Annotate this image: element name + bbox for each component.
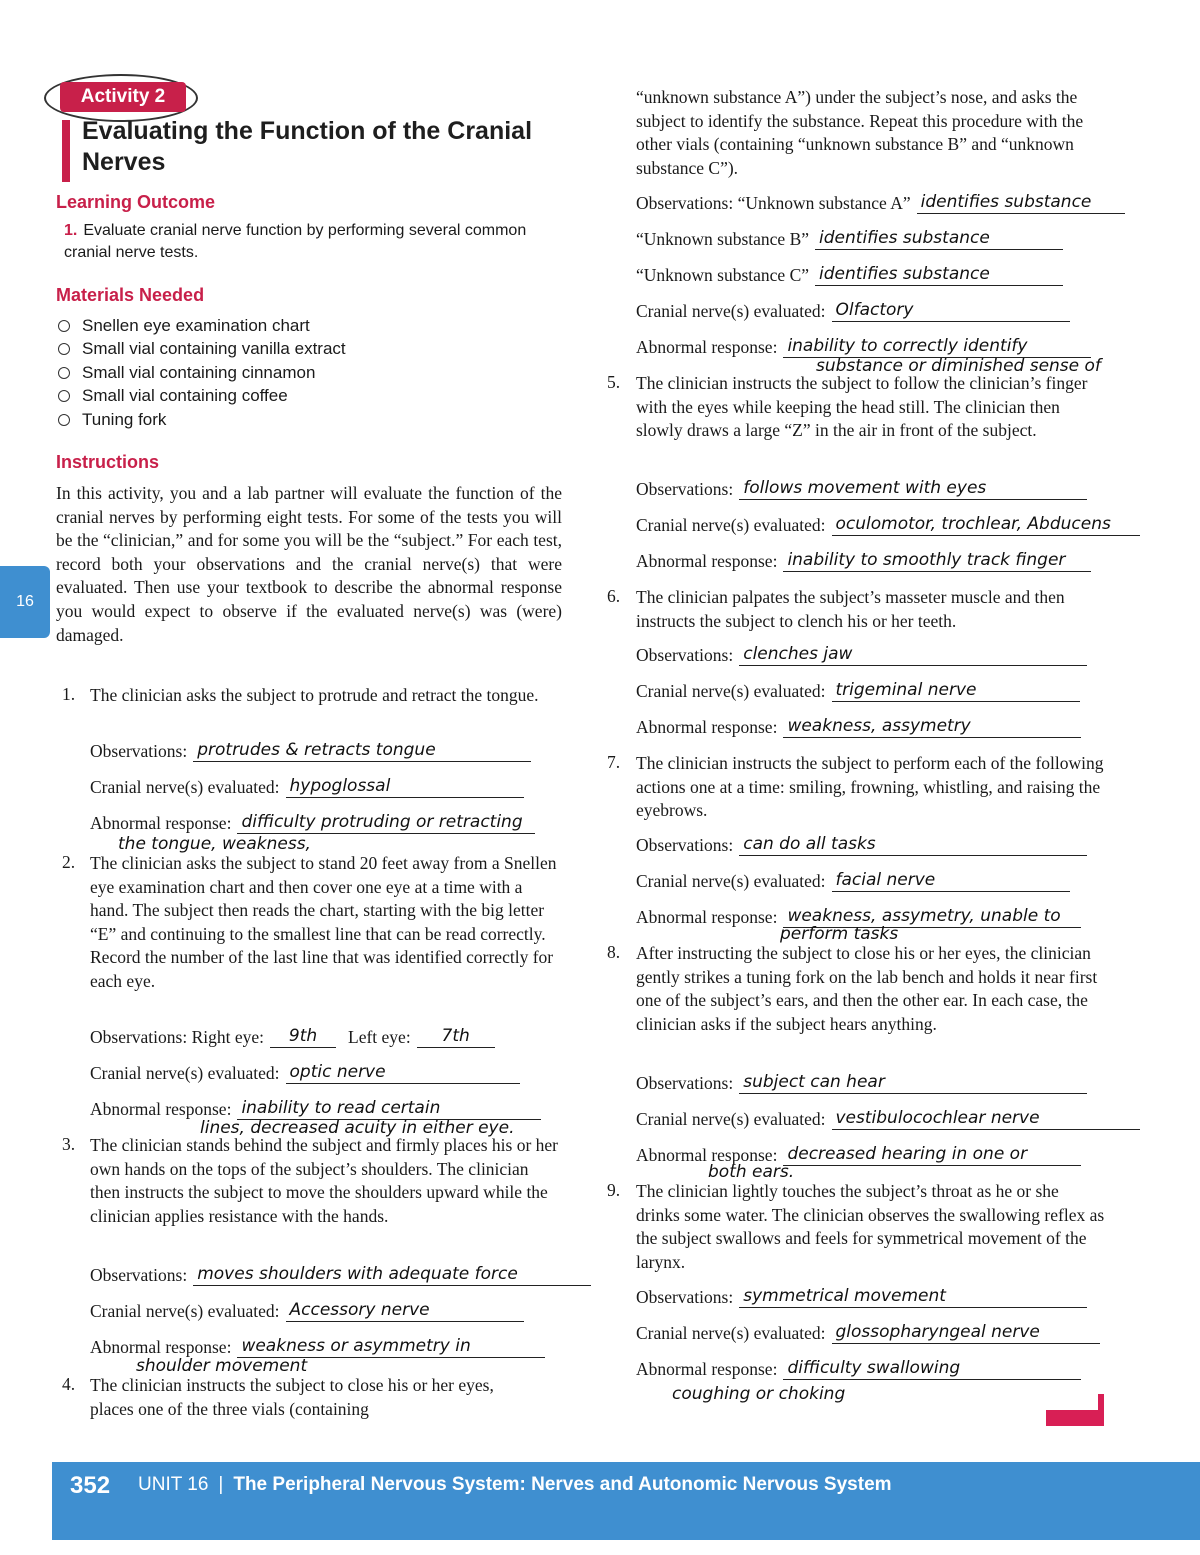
checkbox-circle-icon[interactable] — [58, 343, 70, 355]
checkbox-circle-icon[interactable] — [58, 367, 70, 379]
step-2-abnormal: Abnormal response: inability to read certain — [90, 1098, 541, 1120]
step-6-nerve: Cranial nerve(s) evaluated: trigeminal nerve — [636, 680, 1080, 702]
step-6-observations: Observations: clenches jaw — [636, 644, 1087, 666]
step-5-nerve: Cranial nerve(s) evaluated: oculomotor, trochlear, Abducens — [636, 514, 1140, 536]
step-4-text-start: The clinician instructs the subject to close his or her eyes, places one of the three vials (containing — [90, 1375, 494, 1419]
footer-unit-line — [138, 1474, 892, 1496]
title-accent-bar — [62, 120, 70, 182]
step-2-abnormal-field[interactable]: inability to read certain — [237, 1098, 541, 1120]
step-3-nerve-field[interactable]: Accessory nerve — [286, 1300, 524, 1322]
page-footer — [52, 1462, 1200, 1540]
step-4-substance-c-field[interactable]: identifies substance — [815, 264, 1063, 286]
step-3-abnormal-field[interactable]: weakness or asymmetry in — [237, 1336, 545, 1358]
step-9-abnormal-continued: coughing or choking — [672, 1384, 846, 1404]
step-1-number: 1. — [62, 684, 76, 704]
step-3-nerve: Cranial nerve(s) evaluated: Accessory nerve — [90, 1300, 524, 1322]
step-7-nerve: Cranial nerve(s) evaluated: facial nerve — [636, 870, 1070, 892]
step-8-observations-field[interactable]: subject can hear — [739, 1072, 1087, 1094]
step-4-substance-a: Observations: “Unknown substance A” identifies substance — [636, 192, 1125, 214]
step-8-nerve-field[interactable]: vestibulocochlear nerve — [832, 1108, 1140, 1130]
step-8-abnormal-continued: both ears. — [708, 1162, 795, 1182]
step-9-observations-field[interactable]: symmetrical movement — [739, 1286, 1087, 1308]
step-8-abnormal: Abnormal response: decreased hearing in one or — [636, 1144, 1081, 1166]
step-4-substance-c: “Unknown substance C” identifies substance — [636, 264, 1063, 286]
step-2-abnormal-continued: lines, decreased acuity in either eye. — [200, 1118, 515, 1138]
step-7-abnormal: Abnormal response: weakness, assymetry, unable to — [636, 906, 1081, 928]
step-3-abnormal: Abnormal response: weakness or asymmetry in — [90, 1336, 545, 1358]
learning-outcome-item — [64, 220, 544, 264]
step-8-observations: Observations: subject can hear — [636, 1072, 1087, 1094]
step-1-nerve-field[interactable]: hypoglossal — [286, 776, 524, 798]
unit-label: UNIT 16 — [138, 1474, 209, 1495]
step-6-abnormal: Abnormal response: weakness, assymetry — [636, 716, 1081, 738]
step-3-observations-field[interactable]: moves shoulders with adequate force — [193, 1264, 591, 1286]
list-item: Small vial containing cinnamon — [58, 361, 346, 385]
step-6-number: 6. — [607, 586, 621, 606]
list-item: Snellen eye examination chart — [58, 314, 346, 338]
step-7-observations-field[interactable]: can do all tasks — [739, 834, 1087, 856]
step-2-observations: Observations: Right eye: 9th Left eye: 7th — [90, 1026, 495, 1048]
step-5-observations-field[interactable]: follows movement with eyes — [739, 478, 1087, 500]
step-4-substance-b-field[interactable]: identifies substance — [815, 228, 1063, 250]
step-6-observations-field[interactable]: clenches jaw — [739, 644, 1087, 666]
step-5-number: 5. — [607, 372, 621, 392]
step-9-nerve-field[interactable]: glossopharyngeal nerve — [832, 1322, 1100, 1344]
step-1-abnormal: Abnormal response: difficulty protruding or retracting — [90, 812, 535, 834]
learning-outcome-number: 1. — [64, 222, 78, 239]
step-3-observations: Observations: moves shoulders with adequate force — [90, 1264, 591, 1286]
activity-badge: Activity 2 — [60, 82, 186, 112]
step-4-abnormal: Abnormal response: inability to correctly identify — [636, 336, 1091, 358]
step-5-abnormal-field[interactable]: inability to smoothly track finger — [783, 550, 1091, 572]
step-4-substance-b: “Unknown substance B” identifies substance — [636, 228, 1063, 250]
step-9-nerve: Cranial nerve(s) evaluated: glossopharyngeal nerve — [636, 1322, 1100, 1344]
step-9-number: 9. — [607, 1180, 621, 1200]
corner-mark-decoration — [1098, 1394, 1104, 1426]
step-7-abnormal-continued: perform tasks — [780, 924, 899, 944]
step-4-nerve: Cranial nerve(s) evaluated: Olfactory — [636, 300, 1070, 322]
step-3-text: The clinician stands behind the subject and firmly places his or her own hands on the tops of the subject’s shoulders. The clinician then instructs the subject to move the shoulders upward while the clinician applies resistance with the hands. — [90, 1135, 558, 1226]
step-5-nerve-field[interactable]: oculomotor, trochlear, Abducens — [832, 514, 1140, 536]
step-3-number: 3. — [62, 1134, 76, 1154]
list-item: Tuning fork — [58, 408, 346, 432]
step-9-abnormal-field[interactable]: difficulty swallowing — [783, 1358, 1081, 1380]
step-1-text: The clinician asks the subject to protrude and retract the tongue. — [90, 685, 539, 705]
step-3-abnormal-continued: shoulder movement — [136, 1356, 308, 1376]
instructions-text: In this activity, you and a lab partner will evaluate the function of the cranial nerves by performing eight tests. For some of the tests you will be the “clinician,” and for some you will be the “subject.” For each test, record both your observations and the cranial nerve(s) that were evaluated. Then use your textbook to describe the abnormal response you would expect to observe if the evaluated nerve(s) was (were) damaged. — [56, 483, 562, 645]
activity-title: Evaluating the Function of the Cranial Nerves — [82, 117, 533, 176]
step-6-nerve-field[interactable]: trigeminal nerve — [832, 680, 1080, 702]
step-2-nerve: Cranial nerve(s) evaluated: optic nerve — [90, 1062, 520, 1084]
step-4-nerve-field[interactable]: Olfactory — [832, 300, 1070, 322]
step-4-text-continued: “unknown substance A”) under the subject’s nose, and asks the subject to identify the substance. Repeat this procedure with the other vials (containing “unknown substance B” and “unknown substance C”). — [636, 87, 1084, 178]
checkbox-circle-icon[interactable] — [58, 390, 70, 402]
step-9-text: The clinician lightly touches the subject’s throat as he or she drinks some water. The clinician observes the swallowing reflex as the subject swallows and feels for symmetrical movement of the larynx. — [636, 1181, 1105, 1272]
step-5-text: The clinician instructs the subject to follow the clinician’s finger with the eyes while keeping the head still. The clinician then slowly draws a large “Z” in the air in front of the subject. — [636, 373, 1088, 441]
step-7-nerve-field[interactable]: facial nerve — [832, 870, 1070, 892]
step-4-substance-a-field[interactable]: identifies substance — [917, 192, 1125, 214]
step-2-left-eye-field[interactable]: 7th — [417, 1026, 495, 1048]
step-1-observations: Observations: protrudes & retracts tongue — [90, 740, 531, 762]
checkbox-circle-icon[interactable] — [58, 320, 70, 332]
step-8-abnormal-field[interactable]: decreased hearing in one or — [783, 1144, 1081, 1166]
learning-outcome-heading: Learning Outcome — [56, 192, 216, 212]
instructions-heading: Instructions — [56, 452, 160, 472]
step-4-abnormal-continued: substance or diminished sense of — [816, 356, 1101, 376]
step-7-abnormal-field[interactable]: weakness, assymetry, unable to — [783, 906, 1081, 928]
step-8-number: 8. — [607, 942, 621, 962]
step-5-observations: Observations: follows movement with eyes — [636, 478, 1087, 500]
corner-mark-decoration — [1046, 1410, 1102, 1426]
step-2-number: 2. — [62, 852, 76, 872]
step-2-nerve-field[interactable]: optic nerve — [286, 1062, 520, 1084]
unit-side-tab: 16 — [0, 566, 50, 638]
step-8-text: After instructing the subject to close his or her eyes, the clinician gently strikes a tuning fork on the lab bench and holds it near first one of the subject’s ears, and then the other ear. In each case, the clinician asks if the subject hears anything. — [636, 943, 1098, 1034]
page-number: 352 — [70, 1472, 111, 1499]
list-item: Small vial containing coffee — [58, 385, 346, 409]
step-2-right-eye-field[interactable]: 9th — [270, 1026, 336, 1048]
step-2-text: The clinician asks the subject to stand 20 feet away from a Snellen eye examination chart and then cover one eye at a time with a hand. The subject then reads the chart, starting with the big letter “E” and continuing to the smallest line that can be read correctly. Record the number of the last line that was identified correctly for each eye. — [90, 853, 557, 991]
step-8-nerve: Cranial nerve(s) evaluated: vestibulocochlear nerve — [636, 1108, 1140, 1130]
learning-outcome-text: Evaluate cranial nerve function by performing several common cranial nerve tests. — [64, 222, 527, 261]
step-1-nerve: Cranial nerve(s) evaluated: hypoglossal — [90, 776, 524, 798]
step-1-observations-field[interactable]: protrudes & retracts tongue — [193, 740, 531, 762]
step-9-abnormal: Abnormal response: difficulty swallowing — [636, 1358, 1081, 1380]
list-item: Small vial containing vanilla extract — [58, 338, 346, 362]
unit-title: The Peripheral Nervous System: Nerves and Autonomic Nervous System — [233, 1474, 892, 1495]
step-5-abnormal: Abnormal response: inability to smoothly track finger — [636, 550, 1091, 572]
materials-heading: Materials Needed — [56, 285, 205, 305]
footer-divider: | — [218, 1474, 224, 1495]
step-7-text: The clinician instructs the subject to perform each of the following actions one at a time: smiling, frowning, whistling, and raising the eyebrows. — [636, 753, 1104, 821]
step-9-observations: Observations: symmetrical movement — [636, 1286, 1087, 1308]
step-6-abnormal-field[interactable]: weakness, assymetry — [783, 716, 1081, 738]
step-1-abnormal-continued: the tongue, weakness, — [118, 834, 311, 854]
step-6-text: The clinician palpates the subject’s masseter muscle and then instructs the subject to clench his or her teeth. — [636, 587, 1065, 631]
step-7-number: 7. — [607, 752, 621, 772]
step-1-abnormal-field[interactable]: difficulty protruding or retracting — [237, 812, 535, 834]
materials-list — [58, 314, 346, 432]
checkbox-circle-icon[interactable] — [58, 414, 70, 426]
step-4-number: 4. — [62, 1374, 76, 1394]
step-4-abnormal-field[interactable]: inability to correctly identify — [783, 336, 1091, 358]
step-7-observations: Observations: can do all tasks — [636, 834, 1087, 856]
